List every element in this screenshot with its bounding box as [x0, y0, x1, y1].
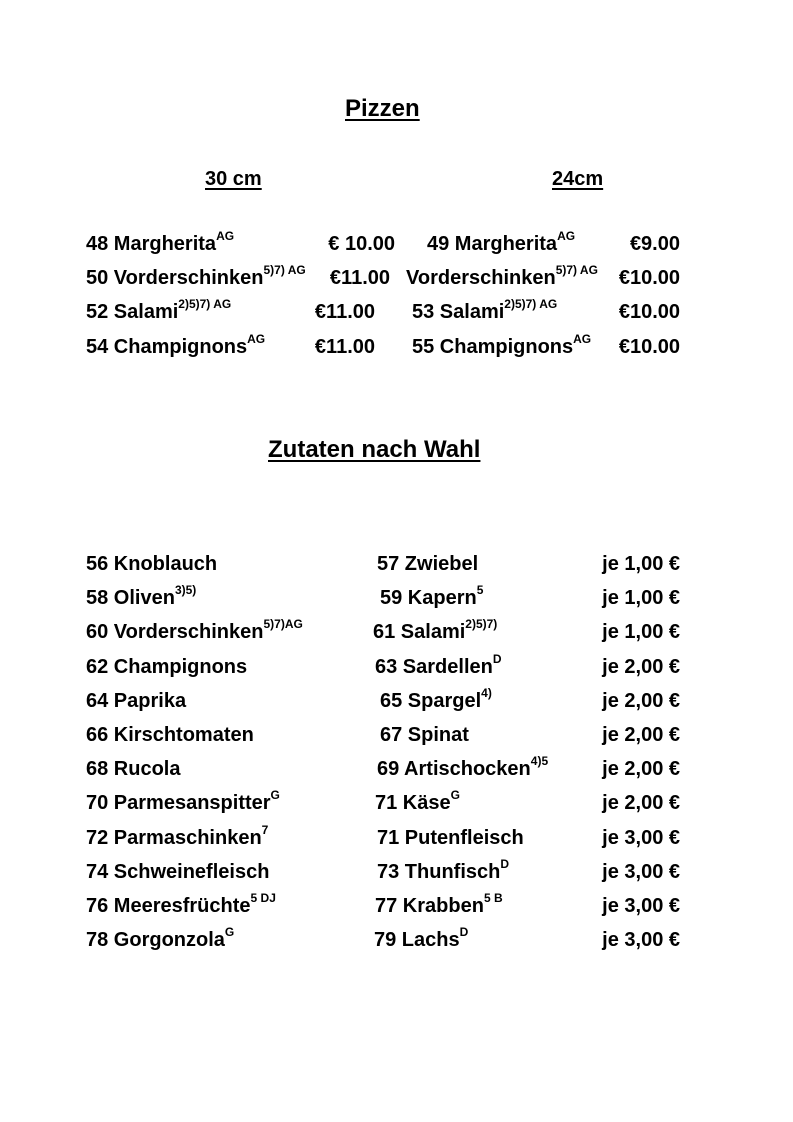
topping-price: je 1,00 € — [602, 553, 680, 575]
pizza-large-price: €11.00 — [329, 267, 390, 289]
topping-right-name: 67 Spinat — [380, 724, 469, 746]
topping-right-name: 73 Thunfisch$^D$ — [377, 857, 510, 883]
topping-left-name: 60 Vorderschinken$^{5)7)AG}$ — [86, 617, 303, 643]
topping-right-name: 71 Käse$^G$ — [375, 788, 460, 814]
pizza-large-name: 54 Champignons$^{AG}$ — [86, 332, 266, 358]
topping-right-name: 79 Lachs$^D$ — [374, 925, 469, 951]
topping-price: je 1,00 € — [602, 621, 680, 643]
pizza-small-name: Vorderschinken$^{5)7) AG}$ — [406, 263, 598, 289]
topping-left-name: 58 Oliven$^{3)5)}$ — [86, 583, 197, 609]
topping-right-name: 57 Zwiebel — [377, 553, 479, 575]
size-heading-small: 24cm — [552, 168, 604, 190]
pizza-small-price: €10.00 — [618, 336, 680, 358]
topping-left-name: 68 Rucola — [86, 758, 181, 780]
toppings-title: Zutaten nach Wahl — [268, 436, 481, 463]
size-heading-large: 30 cm — [205, 168, 262, 190]
pizza-small-price: €10.00 — [618, 301, 680, 323]
topping-price: je 2,00 € — [602, 758, 680, 780]
pizza-large-name: 50 Vorderschinken$^{5)7) AG}$ — [86, 263, 306, 289]
topping-right-name: 59 Kapern$^5$ — [380, 583, 484, 609]
topping-right-name: 69 Artischocken$^{4)5}$ — [377, 754, 549, 780]
topping-left-name: 66 Kirschtomaten — [86, 724, 254, 746]
topping-price: je 3,00 € — [602, 827, 680, 849]
topping-right-name: 63 Sardellen$^D$ — [375, 652, 502, 678]
pizza-large-name: 48 Margherita$^{AG}$ — [86, 229, 235, 255]
topping-left-name: 56 Knoblauch — [86, 553, 218, 575]
pizza-small-name: 55 Champignons$^{AG}$ — [412, 332, 592, 358]
topping-right-name: 71 Putenfleisch — [377, 827, 524, 849]
topping-price: je 3,00 € — [602, 895, 680, 917]
topping-left-name: 64 Paprika — [86, 690, 187, 712]
page-title: Pizzen — [345, 95, 420, 122]
topping-price: je 3,00 € — [602, 929, 680, 951]
topping-left-name: 74 Schweinefleisch — [86, 861, 270, 883]
topping-price: je 3,00 € — [602, 861, 680, 883]
topping-left-name: 78 Gorgonzola$^G$ — [86, 925, 235, 951]
topping-right-name: 77 Krabben$^{5 B}$ — [375, 891, 503, 917]
pizza-large-price: €11.00 — [314, 336, 375, 358]
topping-price: je 2,00 € — [602, 792, 680, 814]
pizza-large-price: € 10.00 — [328, 233, 395, 255]
pizza-small-price: €9.00 — [629, 233, 680, 255]
topping-left-name: 62 Champignons — [86, 656, 248, 678]
topping-price: je 1,00 € — [602, 587, 680, 609]
topping-right-name: 65 Spargel$^{4)}$ — [380, 686, 492, 712]
pizza-small-name: 49 Margherita$^{AG}$ — [427, 229, 576, 255]
topping-left-name: 76 Meeresfrüchte$^{5 DJ}$ — [86, 891, 276, 917]
topping-price: je 2,00 € — [602, 724, 680, 746]
topping-right-name: 61 Salami$^{2)5)7)}$ — [373, 617, 498, 643]
topping-price: je 2,00 € — [602, 656, 680, 678]
pizza-small-name: 53 Salami$^{2)5)7) AG}$ — [412, 297, 558, 323]
pizza-large-name: 52 Salami$^{2)5)7) AG}$ — [86, 297, 232, 323]
topping-price: je 2,00 € — [602, 690, 680, 712]
pizza-small-price: €10.00 — [618, 267, 680, 289]
topping-left-name: 72 Parmaschinken$^7$ — [86, 823, 269, 849]
topping-left-name: 70 Parmesanspitter$^G$ — [86, 788, 280, 814]
pizza-large-price: €11.00 — [314, 301, 375, 323]
